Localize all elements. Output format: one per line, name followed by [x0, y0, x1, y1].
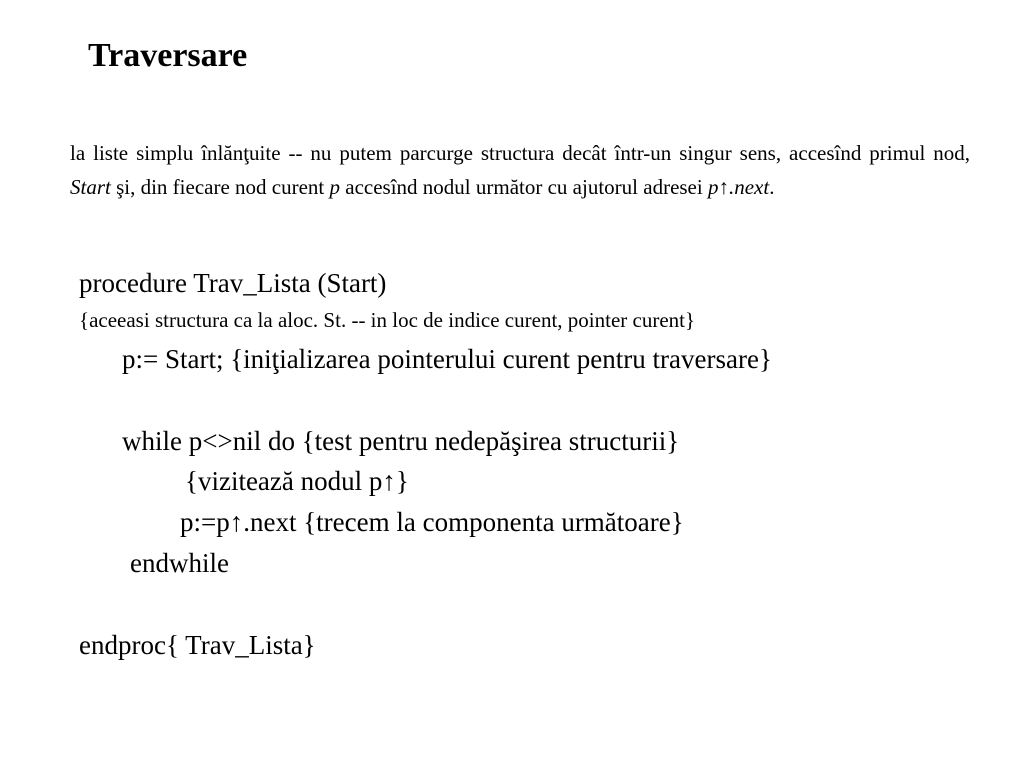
intro-text-1: la liste simplu înlănţuite -- nu putem parcurge structura decât într-un singur sens, accesînd primul nod, — [70, 141, 970, 165]
up-arrow-icon: ↑ — [229, 507, 244, 537]
intro-paragraph — [70, 136, 970, 204]
intro-text-3: accesînd nodul următor cu ajutorul adresei — [340, 175, 708, 199]
intro-next-word: .next — [728, 175, 770, 199]
code-line-advance — [180, 506, 684, 538]
code-line-endwhile: endwhile — [130, 548, 229, 578]
code-line-procedure: procedure Trav_Lista (Start) — [79, 268, 387, 298]
intro-p-word: p — [329, 175, 341, 199]
code-line-visit — [185, 465, 409, 497]
code-line-init: p:= Start; {iniţializarea pointerului curent pentru traversare} — [122, 344, 772, 374]
intro-p-word-2: p — [707, 175, 719, 199]
code-advance-rest: .next {trecem la componenta următoare} — [243, 507, 684, 537]
intro-end: . — [769, 175, 775, 199]
code-line-endproc: endproc{ Trav_Lista} — [79, 630, 316, 660]
intro-text-2: şi, din fiecare nod curent — [110, 175, 330, 199]
up-arrow-icon: ↑ — [718, 175, 729, 199]
code-line-while: while p<>nil do {test pentru nedepăşirea structurii} — [122, 426, 680, 456]
up-arrow-icon: ↑ — [382, 466, 396, 496]
code-line-comment: {aceeasi structura ca la aloc. St. -- in loc de indice curent, pointer curent} — [79, 308, 696, 332]
code-visit-end: } — [395, 466, 409, 496]
code-visit-text: {vizitează nodul p — [185, 466, 383, 496]
intro-start-word: Start — [70, 175, 111, 199]
code-advance-text: p:=p — [180, 507, 230, 537]
slide-title: Traversare — [88, 37, 248, 74]
